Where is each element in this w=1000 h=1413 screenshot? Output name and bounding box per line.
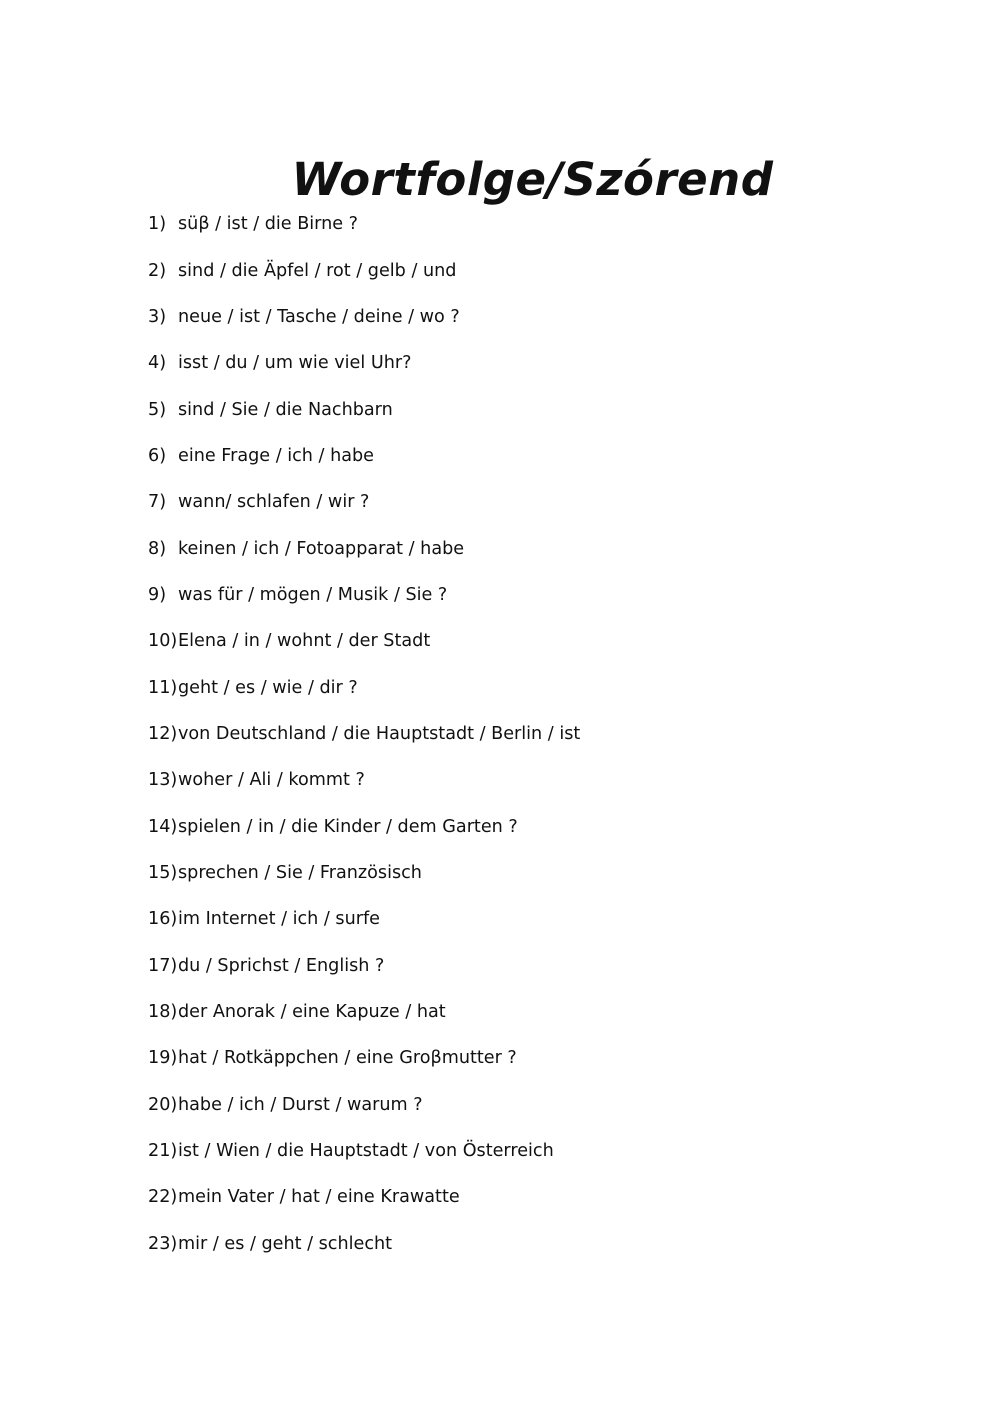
exercise-number: 23) bbox=[148, 1233, 178, 1254]
exercise-number: 9) bbox=[148, 584, 167, 605]
exercise-text: geht / es / wie / dir ? bbox=[178, 677, 358, 698]
exercise-item-9 bbox=[148, 572, 908, 618]
exercise-text: eine Frage / ich / habe bbox=[178, 445, 374, 466]
exercise-number: 22) bbox=[148, 1187, 178, 1208]
exercise-text: im Internet / ich / surfe bbox=[178, 909, 380, 930]
exercise-item-10 bbox=[148, 618, 908, 664]
exercise-text: Elena / in / wohnt / der Stadt bbox=[178, 631, 431, 652]
exercise-number: 18) bbox=[148, 1002, 178, 1023]
exercise-text: spielen / in / die Kinder / dem Garten ? bbox=[178, 816, 518, 837]
exercise-number: 17) bbox=[148, 955, 178, 976]
exercise-item-8 bbox=[148, 525, 908, 571]
exercise-text: sind / die Äpfel / rot / gelb / und bbox=[178, 260, 457, 281]
exercise-item-13 bbox=[148, 757, 908, 803]
exercise-item-16 bbox=[148, 896, 908, 942]
exercise-number: 10) bbox=[148, 631, 178, 652]
exercise-text: sprechen / Sie / Französisch bbox=[178, 862, 422, 883]
exercise-item-1 bbox=[148, 201, 908, 247]
exercise-text: mir / es / geht / schlecht bbox=[178, 1233, 393, 1254]
exercise-number: 2) bbox=[148, 260, 167, 281]
exercise-number: 7) bbox=[148, 492, 167, 513]
exercise-item-19 bbox=[148, 1035, 908, 1081]
exercise-item-5 bbox=[148, 386, 908, 432]
exercise-text: mein Vater / hat / eine Krawatte bbox=[178, 1187, 460, 1208]
exercise-text: habe / ich / Durst / warum ? bbox=[178, 1094, 423, 1115]
exercise-number: 15) bbox=[148, 862, 178, 883]
exercise-item-18 bbox=[148, 989, 908, 1035]
exercise-number: 21) bbox=[148, 1141, 178, 1162]
exercise-number: 11) bbox=[148, 677, 178, 698]
exercise-text: was für / mögen / Musik / Sie ? bbox=[178, 584, 448, 605]
exercise-text: du / Sprichst / English ? bbox=[178, 955, 385, 976]
exercise-number: 3) bbox=[148, 306, 167, 327]
exercise-text: neue / ist / Tasche / deine / wo ? bbox=[178, 306, 460, 327]
exercise-item-21 bbox=[148, 1128, 908, 1174]
exercise-text: sind / Sie / die Nachbarn bbox=[178, 399, 393, 420]
exercise-number: 14) bbox=[148, 816, 178, 837]
exercise-item-23 bbox=[148, 1221, 908, 1267]
exercise-number: 6) bbox=[148, 445, 167, 466]
exercise-text: woher / Ali / kommt ? bbox=[178, 770, 365, 791]
exercise-item-14 bbox=[148, 803, 908, 849]
exercise-item-15 bbox=[148, 850, 908, 896]
exercise-number: 8) bbox=[148, 538, 167, 559]
exercise-item-6 bbox=[148, 433, 908, 479]
exercise-number: 19) bbox=[148, 1048, 178, 1069]
exercise-number: 12) bbox=[148, 723, 178, 744]
exercise-item-11 bbox=[148, 664, 908, 710]
exercise-list bbox=[148, 201, 908, 1267]
exercise-item-2 bbox=[148, 247, 908, 293]
exercise-number: 13) bbox=[148, 770, 178, 791]
exercise-number: 1) bbox=[148, 214, 167, 235]
exercise-text: hat / Rotkäppchen / eine Groβmutter ? bbox=[178, 1048, 517, 1069]
exercise-text: süβ / ist / die Birne ? bbox=[178, 214, 358, 235]
exercise-item-3 bbox=[148, 294, 908, 340]
exercise-text: wann/ schlafen / wir ? bbox=[178, 492, 370, 513]
exercise-item-7 bbox=[148, 479, 908, 525]
exercise-number: 4) bbox=[148, 353, 167, 374]
exercise-text: keinen / ich / Fotoapparat / habe bbox=[178, 538, 465, 559]
page-title: Wortfolge/Szórend bbox=[291, 153, 774, 207]
exercise-text: isst / du / um wie viel Uhr? bbox=[178, 353, 412, 374]
exercise-number: 20) bbox=[148, 1094, 178, 1115]
exercise-item-4 bbox=[148, 340, 908, 386]
exercise-number: 5) bbox=[148, 399, 167, 420]
exercise-text: von Deutschland / die Hauptstadt / Berlin / ist bbox=[178, 723, 581, 744]
exercise-text: der Anorak / eine Kapuze / hat bbox=[178, 1002, 446, 1023]
exercise-item-12 bbox=[148, 711, 908, 757]
exercise-number: 16) bbox=[148, 909, 178, 930]
exercise-text: ist / Wien / die Hauptstadt / von Österreich bbox=[178, 1141, 554, 1162]
exercise-item-17 bbox=[148, 943, 908, 989]
exercise-item-22 bbox=[148, 1174, 908, 1220]
exercise-item-20 bbox=[148, 1082, 908, 1128]
